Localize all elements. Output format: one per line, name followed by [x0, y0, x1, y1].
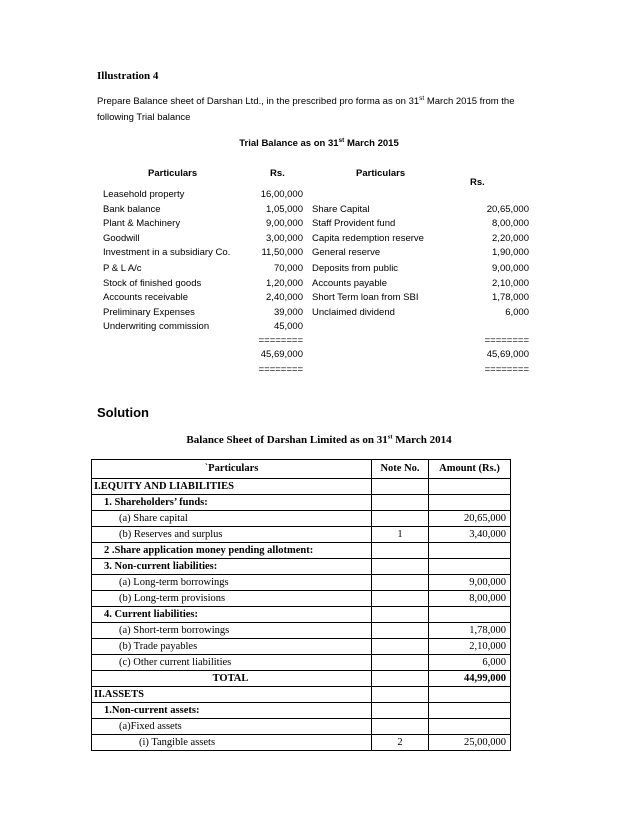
table-row [92, 495, 511, 511]
tb-particular-right: Accounts payable [312, 278, 387, 289]
tb-particular-right: Share Capital [312, 204, 370, 215]
row-note-no [372, 639, 429, 655]
header-note-no: Note No. [372, 460, 429, 479]
tb-title-sup: st [338, 136, 345, 144]
tb-amount-left: ======== [258, 364, 303, 375]
tb-header-rs-2: Rs. [470, 177, 485, 188]
table-row [92, 479, 511, 495]
row-particular: (a)Fixed assets [92, 719, 372, 735]
row-particular: 4. Current liabilities: [92, 607, 372, 623]
bs-title-text-a: Balance Sheet of Darshan Limited as on 31 [186, 434, 388, 446]
row-particular: (a) Share capital [92, 511, 372, 527]
table-row [92, 719, 511, 735]
row-amount [429, 703, 511, 719]
row-amount [429, 687, 511, 703]
row-particular: (b) Trade payables [92, 639, 372, 655]
table-row [92, 511, 511, 527]
row-amount [429, 607, 511, 623]
row-amount [429, 543, 511, 559]
row-amount [429, 719, 511, 735]
row-note-no [372, 511, 429, 527]
row-note-no [372, 591, 429, 607]
row-note-no [372, 703, 429, 719]
tb-particular-left: Plant & Machinery [103, 218, 181, 229]
tb-row [0, 364, 638, 378]
row-amount: 20,65,000 [429, 511, 511, 527]
tb-title-text-a: Trial Balance as on 31 [239, 138, 339, 149]
tb-particular-left: Accounts receivable [103, 292, 189, 303]
tb-row [0, 307, 638, 321]
tb-header-rs-1: Rs. [270, 168, 285, 179]
balance-sheet-table [91, 459, 511, 751]
tb-row [0, 233, 638, 247]
tb-amount-left: 9,00,000 [266, 218, 303, 229]
row-note-no [372, 623, 429, 639]
tb-particular-left: Underwriting commission [103, 321, 210, 332]
tb-amount-left: ======== [258, 335, 303, 346]
table-row [92, 655, 511, 671]
tb-amount-right: 2,10,000 [492, 278, 529, 289]
table-row [92, 591, 511, 607]
row-note-no [372, 479, 429, 495]
row-note-no [372, 559, 429, 575]
row-amount [429, 479, 511, 495]
row-amount: 44,99,000 [429, 671, 511, 687]
table-row [92, 623, 511, 639]
tb-row [0, 189, 638, 203]
header-amount: Amount (Rs.) [429, 460, 511, 479]
tb-particular-left: Leasehold property [103, 189, 185, 200]
tb-amount-right: 45,69,000 [486, 349, 529, 360]
row-note-no: 1 [372, 527, 429, 543]
tb-particular-left: Goodwill [103, 233, 140, 244]
table-row [92, 671, 511, 687]
tb-row [0, 278, 638, 292]
row-note-no [372, 687, 429, 703]
tb-particular-right: Short Term loan from SBI [312, 292, 419, 303]
instruction-text-b: March 2015 from the [424, 96, 515, 107]
tb-amount-left: 1,20,000 [266, 278, 303, 289]
row-amount: 25,00,000 [429, 735, 511, 751]
row-amount: 3,40,000 [429, 527, 511, 543]
tb-amount-right: 1,78,000 [492, 292, 529, 303]
trial-balance-title [0, 138, 638, 149]
row-note-no [372, 575, 429, 591]
tb-amount-right: 6,000 [505, 307, 529, 318]
row-amount: 9,00,000 [429, 575, 511, 591]
tb-row [0, 321, 638, 335]
table-row [92, 735, 511, 751]
balance-sheet-body [92, 460, 511, 751]
row-particular: (a) Short-term borrowings [92, 623, 372, 639]
tb-amount-right: ======== [484, 364, 529, 375]
tb-amount-left: 1,05,000 [266, 204, 303, 215]
tb-amount-right: 8,00,000 [492, 218, 529, 229]
tb-title-text-b: March 2015 [344, 138, 399, 149]
tb-amount-left: 45,000 [273, 321, 303, 332]
tb-particular-left: Preliminary Expenses [103, 307, 195, 318]
tb-particular-right: Unclaimed dividend [312, 307, 395, 318]
tb-amount-left: 16,00,000 [260, 189, 303, 200]
instruction-sup: st [419, 94, 425, 102]
row-particular: (a) Long-term borrowings [92, 575, 372, 591]
tb-particular-left: P & L A/c [103, 263, 142, 274]
row-particular: I.EQUITY AND LIABILITIES [92, 479, 372, 495]
row-note-no [372, 719, 429, 735]
tb-particular-right: General reserve [312, 247, 381, 258]
tb-amount-left: 3,00,000 [266, 233, 303, 244]
tb-amount-left: 2,40,000 [266, 292, 303, 303]
row-amount [429, 559, 511, 575]
row-particular: (i) Tangible assets [92, 735, 372, 751]
table-row [92, 687, 511, 703]
illustration-heading: Illustration 4 [97, 70, 159, 82]
row-amount: 6,000 [429, 655, 511, 671]
row-particular: 3. Non-current liabilities: [92, 559, 372, 575]
instruction-line-1 [97, 96, 515, 107]
bs-title-text-b: March 2014 [392, 434, 452, 446]
tb-row [0, 218, 638, 232]
tb-particular-right: Capita redemption reserve [312, 233, 424, 244]
tb-amount-left: 11,50,000 [261, 247, 303, 258]
tb-amount-right: ======== [484, 335, 529, 346]
table-row [92, 607, 511, 623]
tb-particular-left: Investment in a subsidiary Co. [103, 247, 231, 258]
row-particular: 2 .Share application money pending allotment: [92, 543, 372, 559]
tb-amount-right: 1,90,000 [492, 247, 529, 258]
table-row [92, 575, 511, 591]
tb-row [0, 263, 638, 277]
tb-amount-right: 9,00,000 [492, 263, 529, 274]
header-particulars: `Particulars [92, 460, 372, 479]
tb-particular-right: Deposits from public [312, 263, 399, 274]
tb-row [0, 204, 638, 218]
tb-particular-left: Stock of finished goods [103, 278, 202, 289]
instruction-text-a: Prepare Balance sheet of Darshan Ltd., in the prescribed pro forma as on 31 [97, 96, 420, 107]
balance-sheet-title [0, 434, 638, 446]
tb-row [0, 247, 638, 261]
bs-title-sup: st [387, 433, 393, 441]
tb-amount-left: 70,000 [273, 263, 303, 274]
solution-heading: Solution [97, 405, 149, 420]
row-amount: 8,00,000 [429, 591, 511, 607]
tb-particular-right: Staff Provident fund [312, 218, 396, 229]
row-particular: 1.Non-current assets: [92, 703, 372, 719]
tb-row [0, 335, 638, 349]
row-particular: 1. Shareholders’ funds: [92, 495, 372, 511]
row-note-no [372, 655, 429, 671]
table-row [92, 639, 511, 655]
tb-amount-left: 45,69,000 [260, 349, 303, 360]
instruction-line-2: following Trial balance [97, 112, 191, 123]
row-particular: (b) Long-term provisions [92, 591, 372, 607]
tb-header-particulars-2: Particulars [356, 168, 406, 179]
tb-row [0, 349, 638, 363]
row-note-no [372, 607, 429, 623]
row-particular: (b) Reserves and surplus [92, 527, 372, 543]
tb-amount-left: 39,000 [273, 307, 303, 318]
table-row [92, 559, 511, 575]
table-row [92, 527, 511, 543]
tb-particular-left: Bank balance [103, 204, 161, 215]
row-particular: (c) Other current liabilities [92, 655, 372, 671]
row-amount [429, 495, 511, 511]
table-row [92, 543, 511, 559]
row-note-no [372, 671, 429, 687]
row-particular: TOTAL [92, 671, 372, 687]
row-note-no: 2 [372, 735, 429, 751]
tb-amount-right: 20,65,000 [486, 204, 529, 215]
row-note-no [372, 543, 429, 559]
row-amount: 1,78,000 [429, 623, 511, 639]
row-note-no [372, 495, 429, 511]
table-header-row [92, 460, 511, 479]
tb-row [0, 292, 638, 306]
row-amount: 2,10,000 [429, 639, 511, 655]
row-particular: II.ASSETS [92, 687, 372, 703]
tb-header-particulars-1: Particulars [148, 168, 198, 179]
tb-amount-right: 2,20,000 [492, 233, 529, 244]
table-row [92, 703, 511, 719]
